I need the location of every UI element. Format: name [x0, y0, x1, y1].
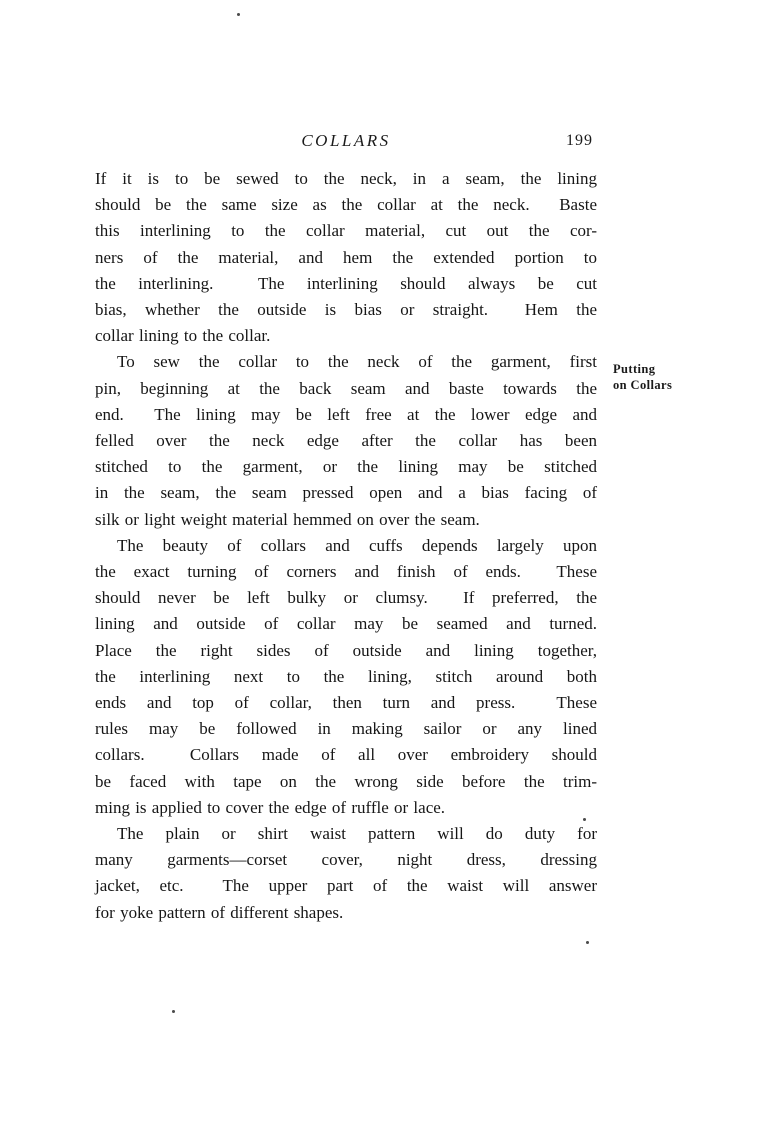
text-line: The beauty of collars and cuffs depends largely upon	[117, 535, 597, 555]
text-line: Place the right sides of outside and lining together,	[95, 640, 597, 660]
text-line: ners of the material, and hem the extended portion to	[95, 247, 597, 267]
text-line: ends and top of collar, then turn and press. These	[95, 693, 597, 713]
margin-note-line: Putting	[613, 362, 656, 376]
scan-speck	[172, 1010, 175, 1013]
text-line: stitched to the garment, or the lining may be stitched	[95, 457, 597, 477]
text-line: bias, whether the outside is bias or straight. Hem the	[95, 300, 597, 320]
text-line: rules may be followed in making sailor or any lined	[95, 719, 597, 739]
text-line: many garments—corset cover, night dress, dressing	[95, 850, 597, 870]
text-line: for yoke pattern of different shapes.	[95, 902, 344, 922]
running-head	[95, 131, 597, 155]
paragraph	[95, 821, 597, 926]
text-line: ming is applied to cover the edge of ruffle or lace.	[95, 797, 446, 817]
text-line: silk or light weight material hemmed on over the seam.	[95, 509, 480, 529]
scan-speck	[583, 818, 586, 821]
text-line: the exact turning of corners and finish of ends. These	[95, 562, 597, 582]
text-line: this interlining to the collar material, cut out the cor-	[95, 221, 597, 241]
text-line: collar lining to the collar.	[95, 326, 271, 346]
margin-note-line: on Collars	[613, 378, 673, 392]
paragraph	[95, 533, 597, 821]
text-line: the interlining. The interlining should always be cut	[95, 273, 597, 293]
text-line: If it is to be sewed to the neck, in a seam, the lining	[95, 169, 597, 188]
text-line: should never be left bulky or clumsy. If preferred, the	[95, 588, 597, 608]
page-title: COLLARS	[301, 131, 391, 150]
paragraph	[95, 349, 597, 532]
text-line: collars. Collars made of all over embroidery should	[95, 745, 597, 765]
text-line: in the seam, the seam pressed open and a bias facing of	[95, 483, 597, 503]
text-line: the interlining next to the lining, stitch around both	[95, 666, 597, 686]
text-line: be faced with tape on the wrong side before the trim-	[95, 771, 597, 791]
text-line: end. The lining may be left free at the lower edge and	[95, 404, 597, 424]
text-line: lining and outside of collar may be seamed and turned.	[95, 614, 597, 634]
scan-speck	[586, 941, 589, 944]
paragraph	[95, 166, 597, 349]
margin-note	[613, 361, 723, 393]
text-line: To sew the collar to the neck of the garment, first	[117, 352, 597, 372]
text-line: jacket, etc. The upper part of the waist will answer	[95, 876, 597, 896]
text-line: pin, beginning at the back seam and baste towards the	[95, 378, 597, 398]
body-text	[95, 166, 597, 926]
text-line: felled over the neck edge after the collar has been	[95, 431, 597, 451]
text-line: should be the same size as the collar at the neck. Baste	[95, 195, 597, 215]
text-line: The plain or shirt waist pattern will do duty for	[117, 824, 597, 844]
scan-speck	[237, 13, 240, 16]
page-number: 199	[566, 132, 593, 149]
